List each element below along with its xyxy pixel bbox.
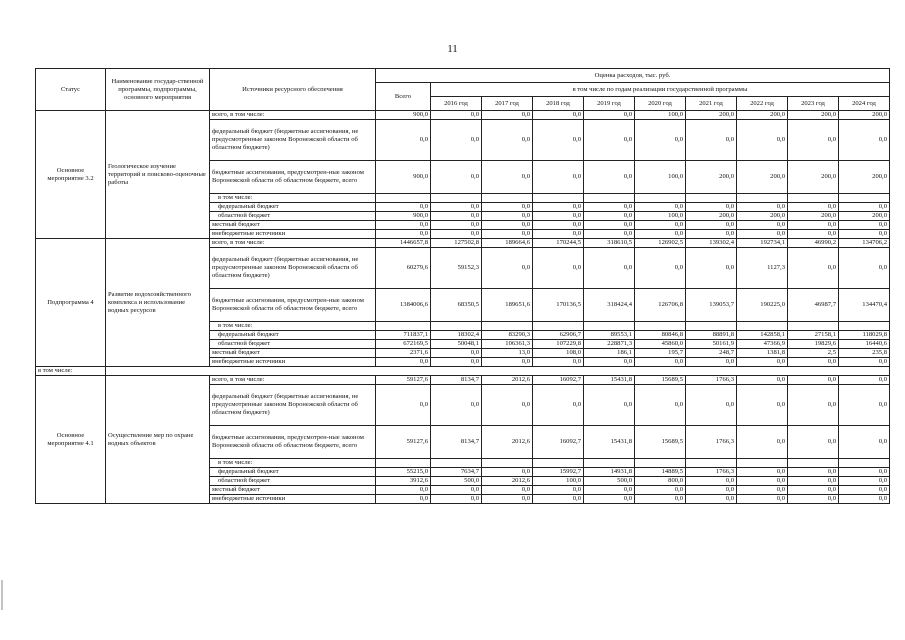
value-year: 50048,1 <box>431 340 482 349</box>
header-year: 2024 год <box>839 97 890 111</box>
value-total: 55215,0 <box>376 468 431 477</box>
value-total <box>376 459 431 468</box>
value-year: 139302,4 <box>686 239 737 248</box>
value-year <box>686 459 737 468</box>
value-year: 0,0 <box>839 203 890 212</box>
row-program-name: Осуществление мер по охране водных объектов <box>106 376 210 504</box>
value-year: 8134,7 <box>431 376 482 385</box>
row-program-name: Геологическое изучение территорий и поисково-оценочные работы <box>106 111 210 239</box>
value-year: 1381,8 <box>737 349 788 358</box>
scan-edge-mark <box>0 580 5 610</box>
value-year: 0,0 <box>686 248 737 289</box>
value-year: 200,0 <box>788 161 839 194</box>
value-year: 0,0 <box>635 358 686 367</box>
value-year: 200,0 <box>839 212 890 221</box>
value-year: 126902,5 <box>635 239 686 248</box>
value-total <box>376 194 431 203</box>
value-year: 0,0 <box>584 495 635 504</box>
value-year: 7634,7 <box>431 468 482 477</box>
value-year: 46987,7 <box>788 289 839 322</box>
table-header <box>36 69 890 111</box>
value-year: 0,0 <box>431 495 482 504</box>
value-total: 1446657,8 <box>376 239 431 248</box>
value-year: 0,0 <box>584 212 635 221</box>
value-year: 0,0 <box>584 230 635 239</box>
value-year: 200,0 <box>839 161 890 194</box>
value-year: 0,0 <box>737 358 788 367</box>
value-year <box>533 459 584 468</box>
value-year: 14931,8 <box>584 468 635 477</box>
value-year: 15689,5 <box>635 376 686 385</box>
value-year: 15689,5 <box>635 426 686 459</box>
value-year: 0,0 <box>737 385 788 426</box>
value-year: 200,0 <box>788 111 839 120</box>
value-year <box>737 194 788 203</box>
value-year: 0,0 <box>788 495 839 504</box>
value-year: 189651,6 <box>482 289 533 322</box>
value-year: 50161,9 <box>686 340 737 349</box>
header-year: 2023 год <box>788 97 839 111</box>
value-year <box>839 322 890 331</box>
value-year: 0,0 <box>788 385 839 426</box>
value-total: 900,0 <box>376 212 431 221</box>
value-year: 0,0 <box>839 248 890 289</box>
value-year: 235,8 <box>839 349 890 358</box>
value-year: 0,0 <box>533 230 584 239</box>
value-year <box>431 459 482 468</box>
value-year: 0,0 <box>839 426 890 459</box>
value-year: 0,0 <box>635 120 686 161</box>
value-year: 200,0 <box>839 111 890 120</box>
value-year: 200,0 <box>686 212 737 221</box>
value-year: 0,0 <box>839 495 890 504</box>
value-year: 0,0 <box>533 486 584 495</box>
value-year: 0,0 <box>584 161 635 194</box>
value-year: 0,0 <box>533 358 584 367</box>
budget-table-wrapper <box>35 68 890 504</box>
table-row <box>36 239 890 248</box>
value-year: 0,0 <box>482 385 533 426</box>
funding-source: бюджетные ассигнования, предусмотрен-ные законом Воронежской области об областном бюджете, всего <box>210 161 376 194</box>
value-year: 83290,3 <box>482 331 533 340</box>
value-year: 195,7 <box>635 349 686 358</box>
value-total: 0,0 <box>376 120 431 161</box>
value-year: 0,0 <box>482 468 533 477</box>
value-year: 100,0 <box>635 111 686 120</box>
funding-source: бюджетные ассигнования, предусмотрен-ные законом Воронежской области об областном бюджете, всего <box>210 426 376 459</box>
value-total: 59127,6 <box>376 426 431 459</box>
value-year: 170244,5 <box>533 239 584 248</box>
funding-source: федеральный бюджет <box>210 468 376 477</box>
value-year: 0,0 <box>737 203 788 212</box>
value-year <box>686 194 737 203</box>
header-by-years: в том числе по годам реализации государственной программы <box>431 83 890 97</box>
value-year: 0,0 <box>482 248 533 289</box>
value-year: 500,0 <box>431 477 482 486</box>
value-year: 139053,7 <box>686 289 737 322</box>
header-year: 2016 год <box>431 97 482 111</box>
value-total: 2371,6 <box>376 349 431 358</box>
value-year: 2012,6 <box>482 426 533 459</box>
value-total: 672169,5 <box>376 340 431 349</box>
value-year: 0,0 <box>788 120 839 161</box>
value-year <box>482 194 533 203</box>
value-year: 0,0 <box>839 120 890 161</box>
value-year: 0,0 <box>431 212 482 221</box>
value-year <box>584 322 635 331</box>
funding-source: внебюджетные источники <box>210 495 376 504</box>
funding-source: всего, в том числе: <box>210 239 376 248</box>
value-year: 1766,3 <box>686 376 737 385</box>
value-year: 0,0 <box>431 349 482 358</box>
value-year <box>533 194 584 203</box>
value-year: 0,0 <box>431 486 482 495</box>
value-year: 16092,7 <box>533 376 584 385</box>
value-year <box>839 459 890 468</box>
value-year: 0,0 <box>431 230 482 239</box>
value-year: 0,0 <box>584 221 635 230</box>
value-year: 100,0 <box>533 477 584 486</box>
value-year: 0,0 <box>788 477 839 486</box>
value-year: 0,0 <box>686 221 737 230</box>
value-year: 0,0 <box>635 385 686 426</box>
value-year: 0,0 <box>788 230 839 239</box>
page-number: 11 <box>447 43 458 55</box>
value-year: 0,0 <box>737 426 788 459</box>
value-year: 0,0 <box>788 203 839 212</box>
including-row-blank <box>106 367 890 376</box>
value-year: 27158,1 <box>788 331 839 340</box>
funding-source: областной бюджет <box>210 477 376 486</box>
value-year: 0,0 <box>686 230 737 239</box>
value-year <box>431 322 482 331</box>
value-year: 318424,4 <box>584 289 635 322</box>
value-year: 0,0 <box>737 221 788 230</box>
including-row <box>36 367 890 376</box>
value-year: 0,0 <box>839 385 890 426</box>
funding-source: местный бюджет <box>210 486 376 495</box>
value-year: 100,0 <box>635 161 686 194</box>
value-year <box>788 194 839 203</box>
funding-source: всего, в том числе: <box>210 111 376 120</box>
value-year: 88891,8 <box>686 331 737 340</box>
value-year: 0,0 <box>584 120 635 161</box>
value-year: 0,0 <box>584 203 635 212</box>
funding-source: федеральный бюджет (бюджетные ассигнования, не предусмотренные законом Воронежской области об областном бюджете) <box>210 248 376 289</box>
funding-source: федеральный бюджет (бюджетные ассигнования, не предусмотренные законом Воронежской области об областном бюджете) <box>210 120 376 161</box>
funding-source: всего, в том числе: <box>210 376 376 385</box>
value-year: 0,0 <box>482 230 533 239</box>
value-total: 59127,6 <box>376 376 431 385</box>
table-body <box>36 111 890 504</box>
value-year: 0,0 <box>533 212 584 221</box>
value-year: 0,0 <box>431 385 482 426</box>
value-year: 0,0 <box>686 477 737 486</box>
header-year: 2019 год <box>584 97 635 111</box>
value-year: 0,0 <box>635 230 686 239</box>
value-year: 0,0 <box>533 161 584 194</box>
value-total: 0,0 <box>376 221 431 230</box>
funding-source: местный бюджет <box>210 349 376 358</box>
value-year: 0,0 <box>788 426 839 459</box>
value-year: 16092,7 <box>533 426 584 459</box>
value-year: 0,0 <box>635 203 686 212</box>
value-year: 190225,0 <box>737 289 788 322</box>
value-year: 0,0 <box>431 203 482 212</box>
value-year <box>788 322 839 331</box>
value-year: 0,0 <box>686 203 737 212</box>
table-row <box>36 111 890 120</box>
value-total: 3912,6 <box>376 477 431 486</box>
value-total: 0,0 <box>376 486 431 495</box>
value-year <box>686 322 737 331</box>
including-label: в том числе: <box>36 367 106 376</box>
value-year: 0,0 <box>635 495 686 504</box>
value-year: 0,0 <box>788 486 839 495</box>
value-year: 18302,4 <box>431 331 482 340</box>
value-year: 0,0 <box>584 486 635 495</box>
value-year: 0,0 <box>584 385 635 426</box>
value-total: 0,0 <box>376 385 431 426</box>
value-year: 0,0 <box>788 358 839 367</box>
value-year <box>431 194 482 203</box>
value-year: 8134,7 <box>431 426 482 459</box>
value-year: 0,0 <box>788 248 839 289</box>
value-year: 0,0 <box>431 161 482 194</box>
value-year: 0,0 <box>737 495 788 504</box>
value-year <box>635 322 686 331</box>
value-year: 0,0 <box>482 203 533 212</box>
header-year: 2021 год <box>686 97 737 111</box>
funding-source: бюджетные ассигнования, предусмотрен-ные законом Воронежской области об областном бюджете, всего <box>210 289 376 322</box>
value-year: 0,0 <box>584 358 635 367</box>
value-year: 0,0 <box>737 468 788 477</box>
value-year <box>635 194 686 203</box>
value-year: 0,0 <box>839 221 890 230</box>
value-year: 118029,8 <box>839 331 890 340</box>
value-year: 186,1 <box>584 349 635 358</box>
header-row-1 <box>36 69 890 83</box>
table-row <box>36 376 890 385</box>
value-year: 68350,5 <box>431 289 482 322</box>
value-year: 0,0 <box>635 221 686 230</box>
value-year <box>635 459 686 468</box>
value-total: 0,0 <box>376 203 431 212</box>
value-year <box>737 322 788 331</box>
value-year: 59152,3 <box>431 248 482 289</box>
value-year: 0,0 <box>686 495 737 504</box>
value-year: 15431,8 <box>584 426 635 459</box>
value-year: 45860,0 <box>635 340 686 349</box>
value-year: 13,0 <box>482 349 533 358</box>
value-year <box>839 194 890 203</box>
value-year: 200,0 <box>737 161 788 194</box>
value-total: 1384006,6 <box>376 289 431 322</box>
value-year: 0,0 <box>839 477 890 486</box>
value-year: 0,0 <box>686 358 737 367</box>
value-year: 2,5 <box>788 349 839 358</box>
value-year: 0,0 <box>482 161 533 194</box>
value-total: 0,0 <box>376 495 431 504</box>
value-year: 0,0 <box>533 120 584 161</box>
value-year: 100,0 <box>635 212 686 221</box>
row-status: Основное мероприятие 3.2 <box>36 111 106 239</box>
value-year: 170136,5 <box>533 289 584 322</box>
value-year: 0,0 <box>482 120 533 161</box>
value-year: 47366,9 <box>737 340 788 349</box>
header-source: Источники ресурсного обеспечения <box>210 69 376 111</box>
funding-source: в том числе: <box>210 194 376 203</box>
value-year: 0,0 <box>431 221 482 230</box>
value-year: 0,0 <box>635 486 686 495</box>
value-total: 900,0 <box>376 111 431 120</box>
value-year: 15992,7 <box>533 468 584 477</box>
value-year: 0,0 <box>482 358 533 367</box>
value-year: 318610,5 <box>584 239 635 248</box>
value-year: 15431,8 <box>584 376 635 385</box>
value-year: 0,0 <box>431 120 482 161</box>
funding-source: областной бюджет <box>210 212 376 221</box>
value-year: 200,0 <box>737 212 788 221</box>
row-status: Подпрограмма 4 <box>36 239 106 367</box>
value-year: 0,0 <box>482 486 533 495</box>
value-year: 127502,8 <box>431 239 482 248</box>
header-name: Наименование государ-ственной программы, подпрограммы, основного мероприятия <box>106 69 210 111</box>
value-year: 189664,6 <box>482 239 533 248</box>
value-total: 0,0 <box>376 230 431 239</box>
header-year: 2017 год <box>482 97 533 111</box>
value-year: 106361,3 <box>482 340 533 349</box>
value-year: 0,0 <box>686 486 737 495</box>
value-year: 14889,5 <box>635 468 686 477</box>
funding-source: внебюджетные источники <box>210 230 376 239</box>
value-year: 0,0 <box>839 230 890 239</box>
header-year: 2018 год <box>533 97 584 111</box>
value-year: 200,0 <box>737 111 788 120</box>
value-year: 126706,8 <box>635 289 686 322</box>
funding-source: в том числе: <box>210 322 376 331</box>
value-year: 0,0 <box>788 376 839 385</box>
funding-source: федеральный бюджет <box>210 331 376 340</box>
value-year: 0,0 <box>482 221 533 230</box>
value-year: 0,0 <box>737 120 788 161</box>
value-total: 900,0 <box>376 161 431 194</box>
value-year: 142858,1 <box>737 331 788 340</box>
value-year: 134706,2 <box>839 239 890 248</box>
value-year: 0,0 <box>788 221 839 230</box>
value-year: 192734,1 <box>737 239 788 248</box>
funding-source: внебюджетные источники <box>210 358 376 367</box>
value-year: 0,0 <box>635 248 686 289</box>
value-year: 800,0 <box>635 477 686 486</box>
value-year: 1766,3 <box>686 468 737 477</box>
funding-source: местный бюджет <box>210 221 376 230</box>
value-year: 0,0 <box>533 385 584 426</box>
value-year: 0,0 <box>788 468 839 477</box>
value-total: 0,0 <box>376 358 431 367</box>
value-year: 0,0 <box>737 477 788 486</box>
value-year <box>533 322 584 331</box>
value-year: 200,0 <box>686 161 737 194</box>
value-year <box>482 459 533 468</box>
header-year: 2022 год <box>737 97 788 111</box>
value-year: 2012,6 <box>482 477 533 486</box>
funding-source: федеральный бюджет (бюджетные ассигнования, не предусмотренные законом Воронежской области об областном бюджете) <box>210 385 376 426</box>
funding-source: областной бюджет <box>210 340 376 349</box>
header-estimate: Оценка расходов, тыс. руб. <box>376 69 890 83</box>
value-year: 200,0 <box>686 111 737 120</box>
value-year: 0,0 <box>482 212 533 221</box>
value-year: 0,0 <box>431 111 482 120</box>
value-year <box>584 459 635 468</box>
value-year: 80846,8 <box>635 331 686 340</box>
row-status: Основное мероприятие 4.1 <box>36 376 106 504</box>
header-year: 2020 год <box>635 97 686 111</box>
value-year: 0,0 <box>533 111 584 120</box>
value-year: 46990,2 <box>788 239 839 248</box>
value-year: 89553,1 <box>584 331 635 340</box>
value-year: 0,0 <box>482 495 533 504</box>
row-program-name: Развитие водохозяйственного комплекса и использование водных ресурсов <box>106 239 210 367</box>
funding-source: в том числе: <box>210 459 376 468</box>
value-year: 0,0 <box>584 248 635 289</box>
value-year: 1766,3 <box>686 426 737 459</box>
value-year: 0,0 <box>686 120 737 161</box>
value-year: 0,0 <box>839 376 890 385</box>
value-total <box>376 322 431 331</box>
value-year: 500,0 <box>584 477 635 486</box>
value-year: 0,0 <box>839 486 890 495</box>
value-year: 0,0 <box>533 248 584 289</box>
value-year <box>788 459 839 468</box>
value-year: 0,0 <box>839 468 890 477</box>
value-year: 1127,3 <box>737 248 788 289</box>
value-year: 19829,6 <box>788 340 839 349</box>
value-year: 228871,3 <box>584 340 635 349</box>
value-year: 0,0 <box>839 358 890 367</box>
header-total: Всего <box>376 83 431 111</box>
value-year <box>584 194 635 203</box>
value-year <box>737 459 788 468</box>
value-year: 0,0 <box>737 486 788 495</box>
value-year: 200,0 <box>788 212 839 221</box>
value-year: 2012,6 <box>482 376 533 385</box>
value-year: 0,0 <box>482 111 533 120</box>
value-year: 0,0 <box>533 221 584 230</box>
budget-table <box>35 68 890 504</box>
funding-source: федеральный бюджет <box>210 203 376 212</box>
value-year: 62906,7 <box>533 331 584 340</box>
value-year <box>482 322 533 331</box>
value-year: 0,0 <box>431 358 482 367</box>
value-year: 0,0 <box>737 376 788 385</box>
value-year: 0,0 <box>737 230 788 239</box>
header-status: Статус <box>36 69 106 111</box>
value-year: 0,0 <box>533 203 584 212</box>
value-year: 108,0 <box>533 349 584 358</box>
value-total: 711837,1 <box>376 331 431 340</box>
value-year: 0,0 <box>584 111 635 120</box>
value-year: 248,7 <box>686 349 737 358</box>
value-year: 0,0 <box>533 495 584 504</box>
value-year: 134470,4 <box>839 289 890 322</box>
value-year: 107229,8 <box>533 340 584 349</box>
value-total: 60279,6 <box>376 248 431 289</box>
value-year: 0,0 <box>686 385 737 426</box>
value-year: 16440,6 <box>839 340 890 349</box>
